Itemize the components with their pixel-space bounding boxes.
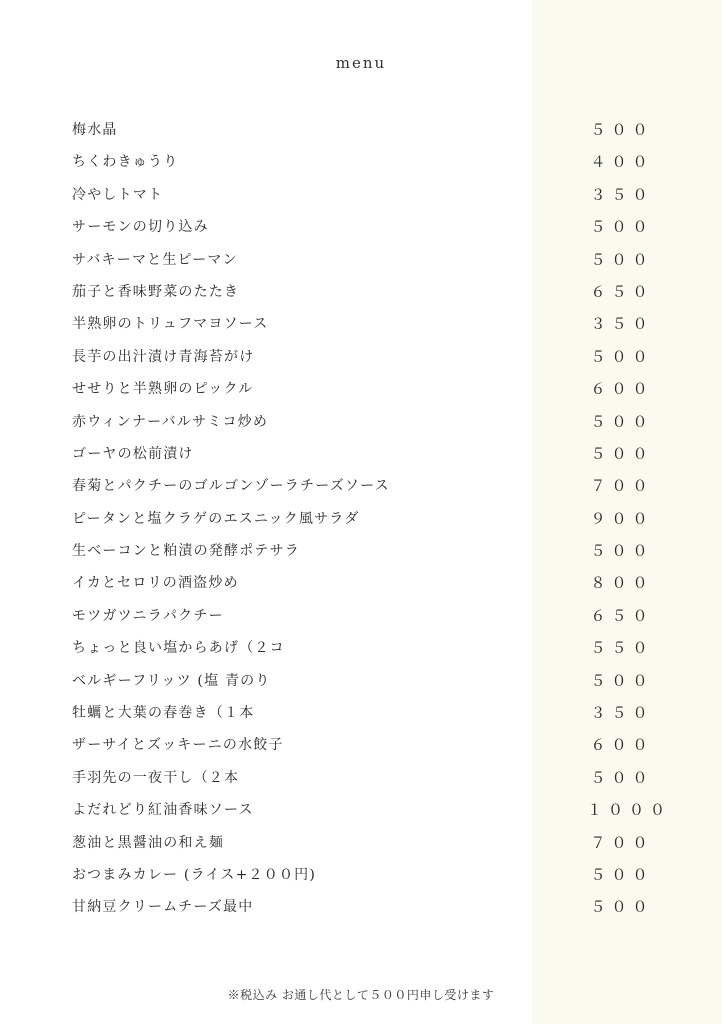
- menu-item-price: ６５０: [590, 282, 654, 301]
- menu-item-name: 茄子と香味野菜のたたき: [72, 283, 240, 300]
- menu-item-name: モツガツニラパクチー: [72, 607, 224, 624]
- menu-item: [72, 632, 672, 664]
- menu-item-name: 梅水晶: [72, 122, 118, 138]
- menu-item: [72, 341, 672, 373]
- menu-item-price: ６００: [590, 736, 654, 755]
- menu-item-price: ５００: [590, 347, 654, 366]
- menu-item-name: ピータンと塩クラゲのエスニック風サラダ: [72, 510, 360, 527]
- menu-list: [72, 114, 672, 924]
- menu-item-price: ７００: [590, 833, 654, 852]
- menu-item: [72, 535, 672, 567]
- menu-item: [72, 567, 672, 599]
- menu-item: [72, 859, 672, 891]
- menu-item: [72, 406, 672, 438]
- menu-item-price: １０００: [587, 801, 672, 820]
- menu-item-price: ６５０: [590, 606, 654, 625]
- menu-item-price: ９００: [590, 509, 654, 528]
- menu-item: [72, 762, 672, 794]
- menu-item: [72, 373, 672, 405]
- menu-item-name: 半熟卵のトリュフマヨソース: [72, 316, 269, 333]
- menu-item-price: ４００: [590, 153, 654, 172]
- menu-item: [72, 179, 672, 211]
- menu-item-price: ５００: [590, 542, 654, 561]
- menu-item-name: 赤ウィンナーバルサミコ炒め: [72, 413, 269, 430]
- footer-note: ※税込み お通し代として５００円申し受けます: [227, 988, 495, 1002]
- menu-item-name: 春菊とパクチーのゴルゴンゾーラチーズソース: [72, 478, 390, 495]
- menu-item-name: 冷やしトマト: [72, 186, 164, 203]
- menu-item-name: 長芋の出汁漬け青海苔がけ: [72, 348, 255, 365]
- menu-item-name: ベルギーフリッツ (塩 青のり: [72, 672, 271, 689]
- menu-item: [72, 600, 672, 632]
- menu-item-price: ５００: [590, 412, 654, 431]
- menu-item-name: 牡蠣と大葉の春巻き（１本: [72, 705, 255, 722]
- page-title: menu: [335, 54, 387, 72]
- menu-item: [72, 503, 672, 535]
- menu-item-name: おつまみカレー (ライス+２００円): [72, 866, 317, 883]
- menu-item: [72, 665, 672, 697]
- menu-item-name: よだれどり紅油香味ソース: [72, 802, 254, 819]
- menu-item-name: イカとセロリの酒盗炒め: [72, 575, 239, 592]
- menu-item: [72, 146, 672, 178]
- menu-item-name: せせりと半熟卵のピックル: [72, 381, 254, 398]
- menu-item-price: ５００: [590, 898, 654, 917]
- menu-item: [72, 244, 672, 276]
- menu-item-name: 葱油と黒醤油の和え麺: [72, 834, 224, 851]
- menu-item-name: ザーサイとズッキーニの水餃子: [72, 737, 284, 754]
- menu-item: [72, 827, 672, 859]
- menu-item-price: ５００: [590, 768, 654, 787]
- menu-item-price: ５５０: [590, 639, 654, 658]
- menu-item-price: ８００: [590, 574, 654, 593]
- menu-item: [72, 276, 672, 308]
- menu-item-name: 生ベーコンと粕漬の発酵ポテサラ: [72, 543, 300, 560]
- menu-item-price: ５００: [590, 121, 654, 139]
- menu-item: [72, 211, 672, 243]
- menu-item: [72, 891, 672, 923]
- menu-item-name: ちくわきゅうり: [72, 154, 179, 171]
- menu-item: [72, 438, 672, 470]
- menu-item-price: ３５０: [590, 315, 654, 334]
- menu-item-price: ５００: [590, 671, 654, 690]
- menu-item-name: ゴーヤの松前漬け: [72, 445, 194, 462]
- menu-item: [72, 697, 672, 729]
- menu-item-price: ３５０: [590, 185, 654, 204]
- menu-item-price: ５００: [590, 444, 654, 463]
- menu-item-price: ３５０: [590, 704, 654, 723]
- menu-item: [72, 308, 672, 340]
- menu-item-price: ７００: [590, 477, 654, 496]
- menu-item-price: ５００: [590, 218, 654, 237]
- menu-item-name: 甘納豆クリームチーズ最中: [72, 899, 254, 916]
- menu-item-name: サバキーマと生ピーマン: [72, 251, 238, 268]
- menu-item: [72, 794, 672, 826]
- menu-item: [72, 114, 672, 146]
- menu-item: [72, 470, 672, 502]
- menu-item-name: 手羽先の一夜干し（２本: [72, 769, 240, 786]
- menu-item: [72, 729, 672, 761]
- menu-item-price: ５００: [590, 250, 654, 269]
- menu-item-price: ６００: [590, 380, 654, 399]
- menu-item-name: サーモンの切り込み: [72, 219, 209, 236]
- menu-item-name: ちょっと良い塩からあげ（２コ: [72, 640, 285, 657]
- menu-item-price: ５００: [590, 865, 654, 884]
